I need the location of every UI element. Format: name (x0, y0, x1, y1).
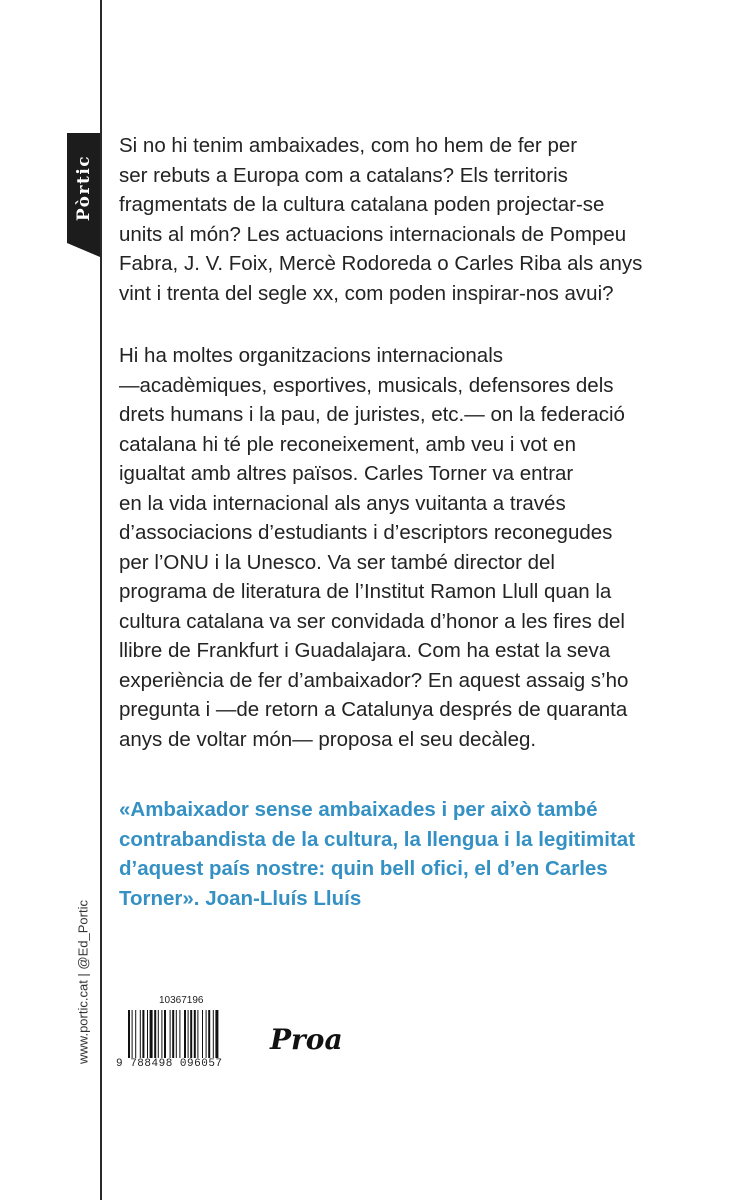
text-line: igualtat amb altres països. Carles Torner va entrar (119, 462, 574, 485)
text-line: fragmentats de la cultura catalana poden projectar-se (119, 193, 605, 216)
blurb-paragraph-2 (119, 341, 739, 754)
barcode-bars-icon (124, 1010, 264, 1060)
text-line: cultura catalana va ser convidada d’honor a les fires del (119, 609, 625, 633)
isbn-number: 9 788498 096057 (116, 1058, 223, 1070)
publisher-contact: www.portic.cat | @Ed_Portic (75, 900, 91, 1064)
text-line: anys de voltar món— proposa el seu decàleg. (119, 727, 537, 751)
text-line: programa de literatura de l’Institut Ramon Llull quan la (119, 580, 612, 603)
text-line: vint i trenta del segle xx, com poden inspirar-nos avui? (119, 281, 614, 305)
text-line: Si no hi tenim ambaixades, com ho hem de fer per (119, 134, 578, 157)
text-line: drets humans i la pau, de juristes, etc.— on la federació (119, 403, 625, 426)
quote-line: d’aquest país nostre: quin bell ofici, el d’en Carles (119, 857, 608, 880)
text-line: pregunta i —de retorn a Catalunya després de quaranta (119, 698, 628, 721)
publisher-logo: Proa (270, 1023, 343, 1056)
endorsement-quote (119, 795, 739, 913)
quote-line: contrabandista de la cultura, la llengua i la legitimitat (119, 827, 636, 851)
text-line: units al món? Les actuacions internacionals de Pompeu (119, 222, 627, 246)
spine-divider-line (100, 0, 102, 1200)
text-line: catalana hi té ple reconeixement, amb veu i vot en (119, 432, 576, 456)
text-line: llibre de Frankfurt i Guadalajara. Com ha estat la seva (119, 639, 611, 662)
quote-line: «Ambaixador sense ambaixades i per això també (119, 798, 598, 821)
text-line: Fabra, J. V. Foix, Mercè Rodoreda o Carles Riba als anys (119, 252, 643, 275)
quote-line: Torner». Joan-Lluís Lluís (119, 886, 362, 910)
text-line: experiència de fer d’ambaixador? En aquest assaig s’ho (119, 668, 629, 692)
text-line: ser rebuts a Europa com a catalans? Els territoris (119, 163, 568, 187)
text-line: Hi ha moltes organitzacions internacionals (119, 344, 504, 367)
text-line: en la vida internacional als anys vuitanta a través (119, 491, 566, 515)
text-line: per l’ONU i la Unesco. Va ser també director del (119, 550, 555, 574)
imprint-tab-label: Pòrtic (74, 154, 94, 222)
isbn-barcode (124, 1010, 264, 1082)
blurb-paragraph-1 (119, 131, 739, 308)
imprint-tab-notch (67, 243, 100, 257)
text-line: —acadèmiques, esportives, musicals, defensores dels (119, 373, 614, 397)
barcode-code: 10367196 (159, 995, 204, 1006)
text-line: d’associacions d’estudiants i d’escriptors reconegudes (119, 521, 613, 544)
